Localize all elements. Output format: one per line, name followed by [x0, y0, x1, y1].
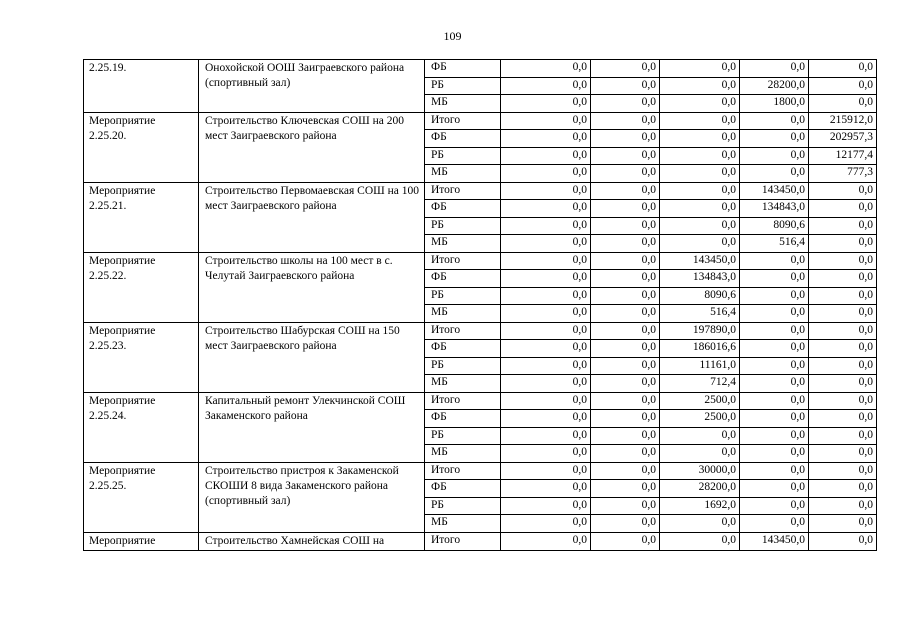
activity-name-cell: Строительство пристроя к Закаменской СКОШИ 8 вида Закаменского района (спортивный зал) — [199, 462, 425, 532]
amount-cell: 2500,0 — [660, 410, 740, 428]
funding-source-cell: РБ — [425, 77, 501, 95]
amount-cell: 0,0 — [740, 497, 809, 515]
amount-cell: 0,0 — [809, 375, 877, 393]
amount-cell: 0,0 — [660, 515, 740, 533]
amount-cell: 0,0 — [501, 532, 591, 551]
funding-source-cell: МБ — [425, 375, 501, 393]
activity-code-cell: Мероприятие 2.25.25. — [84, 462, 199, 532]
amount-cell: 0,0 — [740, 410, 809, 428]
amount-cell: 143450,0 — [660, 252, 740, 270]
funding-source-cell: РБ — [425, 357, 501, 375]
amount-cell: 0,0 — [501, 60, 591, 78]
table-row — [84, 112, 877, 130]
amount-cell: 0,0 — [809, 480, 877, 498]
amount-cell: 712,4 — [660, 375, 740, 393]
amount-cell: 30000,0 — [660, 462, 740, 480]
amount-cell: 0,0 — [501, 480, 591, 498]
amount-cell: 134843,0 — [660, 270, 740, 288]
amount-cell: 0,0 — [809, 497, 877, 515]
amount-cell: 0,0 — [591, 287, 660, 305]
amount-cell: 1692,0 — [660, 497, 740, 515]
amount-cell: 143450,0 — [740, 182, 809, 200]
amount-cell: 0,0 — [740, 445, 809, 463]
amount-cell: 0,0 — [809, 392, 877, 410]
activity-name-cell: Строительство Первомаевская СОШ на 100 мест Заиграевского района — [199, 182, 425, 252]
activity-name-cell: Капитальный ремонт Улекчинской СОШ Закаменского района — [199, 392, 425, 462]
funding-source-cell: Итого — [425, 532, 501, 551]
amount-cell: 0,0 — [501, 445, 591, 463]
amount-cell: 202957,3 — [809, 130, 877, 148]
amount-cell: 0,0 — [660, 147, 740, 165]
amount-cell: 0,0 — [809, 305, 877, 323]
activity-name-cell: Строительство Ключевская СОШ на 200 мест Заиграевского района — [199, 112, 425, 182]
amount-cell: 0,0 — [591, 427, 660, 445]
amount-cell: 134843,0 — [740, 200, 809, 218]
amount-cell: 0,0 — [740, 375, 809, 393]
amount-cell: 0,0 — [501, 200, 591, 218]
amount-cell: 0,0 — [809, 217, 877, 235]
amount-cell: 0,0 — [591, 462, 660, 480]
amount-cell: 8090,6 — [660, 287, 740, 305]
table-row — [84, 322, 877, 340]
amount-cell: 0,0 — [740, 392, 809, 410]
funding-source-cell: Итого — [425, 252, 501, 270]
amount-cell: 0,0 — [591, 480, 660, 498]
amount-cell: 0,0 — [591, 165, 660, 183]
activity-code-cell: Мероприятие 2.25.21. — [84, 182, 199, 252]
amount-cell: 0,0 — [740, 515, 809, 533]
table-row — [84, 532, 877, 551]
funding-source-cell: МБ — [425, 95, 501, 113]
funding-source-cell: РБ — [425, 287, 501, 305]
amount-cell: 0,0 — [591, 217, 660, 235]
funding-source-cell: ФБ — [425, 340, 501, 358]
amount-cell: 0,0 — [660, 445, 740, 463]
amount-cell: 28200,0 — [740, 77, 809, 95]
amount-cell: 0,0 — [740, 270, 809, 288]
amount-cell: 197890,0 — [660, 322, 740, 340]
amount-cell: 0,0 — [591, 147, 660, 165]
activity-name-cell: Строительство Хамнейская СОШ на — [199, 532, 425, 551]
table-row — [84, 462, 877, 480]
amount-cell: 0,0 — [501, 322, 591, 340]
amount-cell: 0,0 — [591, 60, 660, 78]
funding-source-cell: ФБ — [425, 410, 501, 428]
amount-cell: 0,0 — [501, 270, 591, 288]
table-row — [84, 60, 877, 78]
funding-source-cell: МБ — [425, 515, 501, 533]
amount-cell: 215912,0 — [809, 112, 877, 130]
amount-cell: 0,0 — [740, 112, 809, 130]
amount-cell: 0,0 — [809, 532, 877, 551]
funding-source-cell: ФБ — [425, 60, 501, 78]
funding-source-cell: ФБ — [425, 270, 501, 288]
amount-cell: 0,0 — [660, 182, 740, 200]
activity-code-cell: Мероприятие 2.25.23. — [84, 322, 199, 392]
amount-cell: 0,0 — [591, 235, 660, 253]
table-body — [84, 60, 877, 551]
funding-source-cell: Итого — [425, 392, 501, 410]
activity-name-cell: Строительство школы на 100 мест в с. Челутай Заиграевского района — [199, 252, 425, 322]
page-number: 109 — [443, 29, 462, 43]
amount-cell: 0,0 — [591, 532, 660, 551]
amount-cell: 0,0 — [660, 200, 740, 218]
funding-source-cell: ФБ — [425, 480, 501, 498]
amount-cell: 8090,6 — [740, 217, 809, 235]
amount-cell: 0,0 — [740, 130, 809, 148]
amount-cell: 0,0 — [809, 410, 877, 428]
amount-cell: 0,0 — [591, 340, 660, 358]
amount-cell: 0,0 — [591, 130, 660, 148]
amount-cell: 0,0 — [501, 95, 591, 113]
activity-code-cell: Мероприятие — [84, 532, 199, 551]
amount-cell: 0,0 — [501, 462, 591, 480]
amount-cell: 0,0 — [740, 287, 809, 305]
amount-cell: 0,0 — [740, 340, 809, 358]
amount-cell: 0,0 — [501, 375, 591, 393]
amount-cell: 0,0 — [591, 392, 660, 410]
funding-source-cell: Итого — [425, 322, 501, 340]
amount-cell: 0,0 — [501, 130, 591, 148]
amount-cell: 0,0 — [809, 427, 877, 445]
amount-cell: 0,0 — [660, 165, 740, 183]
amount-cell: 0,0 — [591, 200, 660, 218]
amount-cell: 0,0 — [591, 497, 660, 515]
table-row — [84, 392, 877, 410]
amount-cell: 0,0 — [660, 235, 740, 253]
amount-cell: 0,0 — [501, 427, 591, 445]
amount-cell: 0,0 — [740, 462, 809, 480]
funding-source-cell: МБ — [425, 165, 501, 183]
amount-cell: 0,0 — [660, 112, 740, 130]
amount-cell: 0,0 — [809, 515, 877, 533]
amount-cell: 0,0 — [501, 235, 591, 253]
amount-cell: 0,0 — [809, 60, 877, 78]
funding-source-cell: ФБ — [425, 200, 501, 218]
amount-cell: 0,0 — [740, 165, 809, 183]
amount-cell: 0,0 — [809, 322, 877, 340]
amount-cell: 11161,0 — [660, 357, 740, 375]
amount-cell: 0,0 — [660, 130, 740, 148]
amount-cell: 0,0 — [501, 182, 591, 200]
amount-cell: 0,0 — [591, 270, 660, 288]
activity-code-cell: Мероприятие 2.25.24. — [84, 392, 199, 462]
funding-source-cell: Итого — [425, 182, 501, 200]
amount-cell: 0,0 — [809, 252, 877, 270]
amount-cell: 28200,0 — [660, 480, 740, 498]
funding-source-cell: РБ — [425, 217, 501, 235]
amount-cell: 1800,0 — [740, 95, 809, 113]
amount-cell: 0,0 — [740, 60, 809, 78]
amount-cell: 0,0 — [591, 322, 660, 340]
amount-cell: 0,0 — [501, 252, 591, 270]
amount-cell: 12177,4 — [809, 147, 877, 165]
activity-name-cell: Онохойской ООШ Заиграевского района (спортивный зал) — [199, 60, 425, 113]
amount-cell: 0,0 — [809, 95, 877, 113]
amount-cell: 0,0 — [501, 77, 591, 95]
table-row — [84, 182, 877, 200]
amount-cell: 0,0 — [740, 480, 809, 498]
amount-cell: 0,0 — [740, 252, 809, 270]
amount-cell: 0,0 — [740, 427, 809, 445]
amount-cell: 0,0 — [740, 357, 809, 375]
amount-cell: 0,0 — [591, 375, 660, 393]
funding-source-cell: РБ — [425, 147, 501, 165]
amount-cell: 0,0 — [809, 462, 877, 480]
funding-source-cell: Итого — [425, 112, 501, 130]
funding-source-cell: Итого — [425, 462, 501, 480]
amount-cell: 0,0 — [660, 532, 740, 551]
amount-cell: 516,4 — [660, 305, 740, 323]
amount-cell: 0,0 — [809, 77, 877, 95]
funding-source-cell: МБ — [425, 305, 501, 323]
amount-cell: 0,0 — [501, 147, 591, 165]
amount-cell: 0,0 — [501, 357, 591, 375]
amount-cell: 0,0 — [809, 182, 877, 200]
amount-cell: 0,0 — [660, 60, 740, 78]
amount-cell: 0,0 — [591, 112, 660, 130]
funding-source-cell: РБ — [425, 427, 501, 445]
funding-source-cell: ФБ — [425, 130, 501, 148]
amount-cell: 0,0 — [809, 235, 877, 253]
program-activities-table — [83, 59, 877, 551]
amount-cell: 516,4 — [740, 235, 809, 253]
amount-cell: 0,0 — [591, 77, 660, 95]
amount-cell: 0,0 — [809, 287, 877, 305]
amount-cell: 0,0 — [591, 445, 660, 463]
amount-cell: 0,0 — [660, 77, 740, 95]
amount-cell: 0,0 — [809, 445, 877, 463]
amount-cell: 2500,0 — [660, 392, 740, 410]
amount-cell: 0,0 — [501, 410, 591, 428]
activity-name-cell: Строительство Шабурская СОШ на 150 мест Заиграевского района — [199, 322, 425, 392]
amount-cell: 0,0 — [591, 95, 660, 113]
amount-cell: 777,3 — [809, 165, 877, 183]
table-row — [84, 252, 877, 270]
amount-cell: 0,0 — [501, 217, 591, 235]
funding-source-cell: МБ — [425, 235, 501, 253]
amount-cell: 0,0 — [591, 305, 660, 323]
amount-cell: 0,0 — [660, 95, 740, 113]
amount-cell: 0,0 — [501, 392, 591, 410]
activity-code-cell: Мероприятие 2.25.20. — [84, 112, 199, 182]
amount-cell: 0,0 — [501, 497, 591, 515]
amount-cell: 0,0 — [809, 357, 877, 375]
amount-cell: 0,0 — [501, 165, 591, 183]
activity-code-cell: 2.25.19. — [84, 60, 199, 113]
amount-cell: 186016,6 — [660, 340, 740, 358]
amount-cell: 0,0 — [501, 340, 591, 358]
amount-cell: 0,0 — [740, 322, 809, 340]
amount-cell: 0,0 — [591, 182, 660, 200]
amount-cell: 0,0 — [660, 427, 740, 445]
amount-cell: 0,0 — [809, 270, 877, 288]
amount-cell: 0,0 — [740, 147, 809, 165]
funding-source-cell: РБ — [425, 497, 501, 515]
amount-cell: 0,0 — [591, 515, 660, 533]
amount-cell: 0,0 — [740, 305, 809, 323]
amount-cell: 0,0 — [660, 217, 740, 235]
amount-cell: 0,0 — [591, 410, 660, 428]
funding-source-cell: МБ — [425, 445, 501, 463]
amount-cell: 143450,0 — [740, 532, 809, 551]
amount-cell: 0,0 — [501, 112, 591, 130]
amount-cell: 0,0 — [591, 357, 660, 375]
amount-cell: 0,0 — [501, 515, 591, 533]
activity-code-cell: Мероприятие 2.25.22. — [84, 252, 199, 322]
amount-cell: 0,0 — [809, 340, 877, 358]
amount-cell: 0,0 — [501, 287, 591, 305]
amount-cell: 0,0 — [591, 252, 660, 270]
amount-cell: 0,0 — [809, 200, 877, 218]
amount-cell: 0,0 — [501, 305, 591, 323]
